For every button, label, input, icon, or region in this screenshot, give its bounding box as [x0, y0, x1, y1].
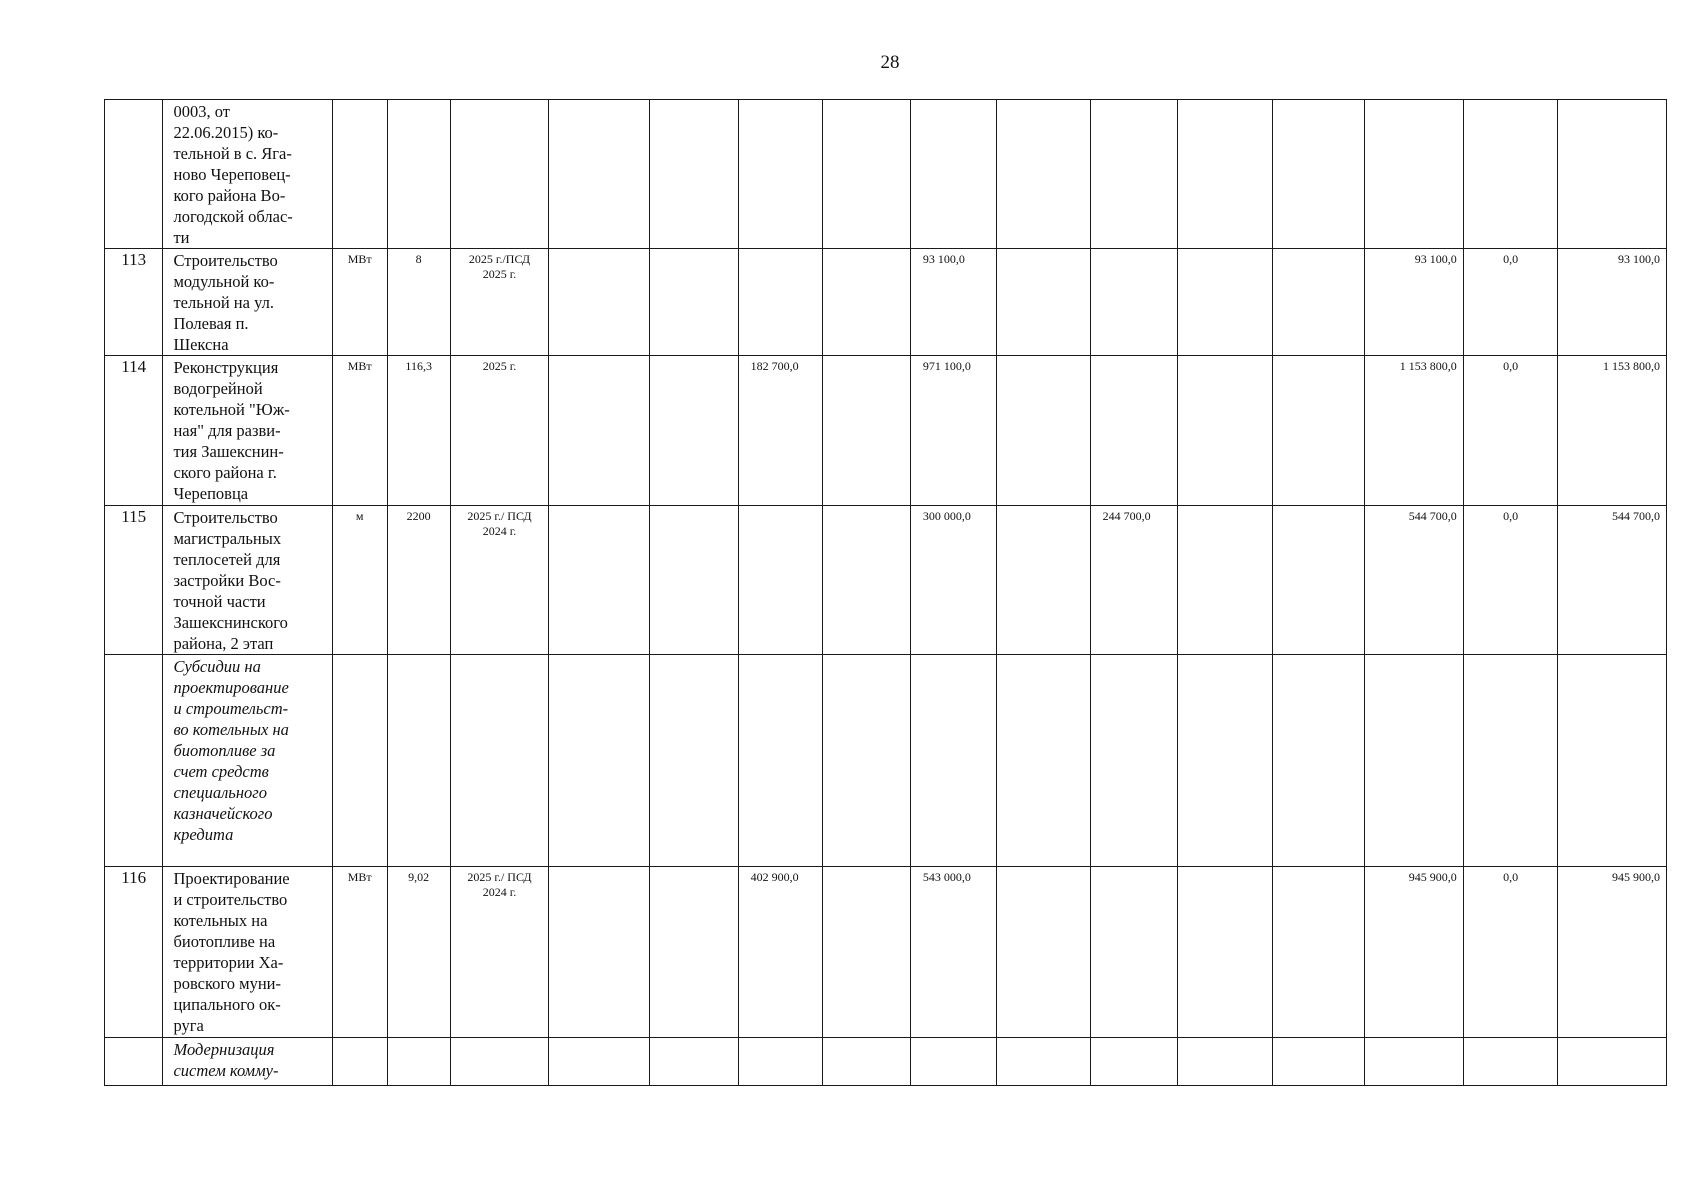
total-cell: 544 700,0 — [1364, 506, 1463, 655]
capacity-cell: 9,02 — [387, 867, 450, 1038]
empty-cell — [549, 356, 650, 506]
amount-cell — [738, 249, 822, 356]
empty-cell — [1177, 506, 1273, 655]
investment-table — [104, 99, 1667, 1086]
page-number: 28 — [880, 52, 900, 73]
object-name: Строительство магистральных теплосетей для застройки Вос- точной части Зашекснинского района, 2 этап — [163, 506, 332, 655]
empty-cell — [997, 100, 1091, 249]
total-cell: 1 153 800,0 — [1558, 356, 1667, 506]
capacity-cell: 116,3 — [387, 356, 450, 506]
empty-cell — [997, 506, 1091, 655]
empty-cell — [997, 1038, 1091, 1086]
table-row — [105, 655, 1667, 867]
empty-cell — [1273, 249, 1364, 356]
amount-cell: 543 000,0 — [910, 867, 996, 1038]
amount-cell — [738, 506, 822, 655]
term-cell: 2025 г./ ПСД 2024 г. — [450, 506, 549, 655]
amount-cell — [1090, 356, 1177, 506]
amount-cell: 300 000,0 — [910, 506, 996, 655]
unit-cell: МВт — [332, 356, 387, 506]
object-name: Проектирование и строительство котельных на биотопливе на территории Ха- ровского муни- ципального ок- руга — [163, 867, 332, 1038]
unit-cell — [332, 100, 387, 249]
table-row — [105, 249, 1667, 356]
empty-cell — [822, 249, 910, 356]
amount-cell: 402 900,0 — [738, 867, 822, 1038]
total-cell: 93 100,0 — [1364, 249, 1463, 356]
empty-cell — [549, 867, 650, 1038]
row-number — [105, 1038, 163, 1086]
empty-cell — [822, 506, 910, 655]
total-cell: 1 153 800,0 — [1364, 356, 1463, 506]
amount-cell: 971 100,0 — [910, 356, 996, 506]
amount-cell — [738, 1038, 822, 1086]
amount-cell — [1090, 100, 1177, 249]
empty-cell — [650, 867, 738, 1038]
amount-cell — [910, 655, 996, 867]
total-cell: 93 100,0 — [1558, 249, 1667, 356]
object-name: 0003, от 22.06.2015) ко- тельной в с. Яга- ново Череповец- кого района Во- логодской облас- ти — [163, 100, 332, 249]
empty-cell — [822, 655, 910, 867]
amount-cell — [738, 100, 822, 249]
section-heading: Субсидии на проектирование и строительст- во котельных на биотопливе за счет средств специального казначейского кредита — [163, 655, 332, 867]
empty-cell — [549, 506, 650, 655]
empty-cell — [549, 1038, 650, 1086]
amount-cell: 182 700,0 — [738, 356, 822, 506]
empty-cell — [822, 356, 910, 506]
capacity-cell — [387, 100, 450, 249]
empty-cell — [650, 1038, 738, 1086]
capacity-cell: 2200 — [387, 506, 450, 655]
unit-cell — [332, 655, 387, 867]
empty-cell — [1177, 655, 1273, 867]
total-cell: 945 900,0 — [1558, 867, 1667, 1038]
empty-cell — [997, 655, 1091, 867]
term-cell — [450, 655, 549, 867]
empty-cell — [1273, 356, 1364, 506]
empty-cell — [1177, 100, 1273, 249]
empty-cell — [549, 249, 650, 356]
empty-cell — [1177, 867, 1273, 1038]
empty-cell — [997, 249, 1091, 356]
empty-cell — [822, 1038, 910, 1086]
capacity-cell: 8 — [387, 249, 450, 356]
empty-cell — [997, 356, 1091, 506]
total-cell — [1558, 100, 1667, 249]
empty-cell — [1177, 356, 1273, 506]
zero-cell — [1463, 1038, 1558, 1086]
term-cell: 2025 г./ ПСД 2024 г. — [450, 867, 549, 1038]
empty-cell — [1273, 867, 1364, 1038]
empty-cell — [650, 249, 738, 356]
amount-cell — [1090, 655, 1177, 867]
empty-cell — [549, 100, 650, 249]
zero-cell — [1463, 100, 1558, 249]
object-name: Реконструкция водогрейной котельной "Юж- ная" для разви- тия Зашекснин- ского района г. Череповца — [163, 356, 332, 506]
amount-cell — [1090, 249, 1177, 356]
unit-cell — [332, 1038, 387, 1086]
table-row — [105, 356, 1667, 506]
empty-cell — [650, 655, 738, 867]
row-number: 116 — [105, 867, 163, 1038]
term-cell: 2025 г./ПСД 2025 г. — [450, 249, 549, 356]
total-cell — [1364, 100, 1463, 249]
empty-cell — [1177, 1038, 1273, 1086]
term-cell: 2025 г. — [450, 356, 549, 506]
capacity-cell — [387, 1038, 450, 1086]
unit-cell: МВт — [332, 867, 387, 1038]
amount-cell — [738, 655, 822, 867]
total-cell: 945 900,0 — [1364, 867, 1463, 1038]
amount-cell — [910, 100, 996, 249]
empty-cell — [650, 356, 738, 506]
unit-cell: МВт — [332, 249, 387, 356]
empty-cell — [549, 655, 650, 867]
empty-cell — [1177, 249, 1273, 356]
amount-cell — [910, 1038, 996, 1086]
empty-cell — [650, 506, 738, 655]
empty-cell — [1273, 506, 1364, 655]
zero-cell: 0,0 — [1463, 506, 1558, 655]
zero-cell — [1463, 655, 1558, 867]
table-row — [105, 867, 1667, 1038]
section-heading: Модернизация систем комму- — [163, 1038, 332, 1086]
row-number — [105, 655, 163, 867]
amount-cell: 244 700,0 — [1090, 506, 1177, 655]
table-row — [105, 506, 1667, 655]
capacity-cell — [387, 655, 450, 867]
empty-cell — [1273, 100, 1364, 249]
row-number: 114 — [105, 356, 163, 506]
table-row — [105, 1038, 1667, 1086]
empty-cell — [650, 100, 738, 249]
empty-cell — [1273, 655, 1364, 867]
empty-cell — [997, 867, 1091, 1038]
total-cell — [1364, 655, 1463, 867]
zero-cell: 0,0 — [1463, 249, 1558, 356]
term-cell — [450, 1038, 549, 1086]
total-cell — [1558, 655, 1667, 867]
row-number: 113 — [105, 249, 163, 356]
total-cell — [1364, 1038, 1463, 1086]
zero-cell: 0,0 — [1463, 356, 1558, 506]
table-row — [105, 100, 1667, 249]
row-number — [105, 100, 163, 249]
amount-cell — [1090, 1038, 1177, 1086]
total-cell: 544 700,0 — [1558, 506, 1667, 655]
amount-cell — [1090, 867, 1177, 1038]
unit-cell: м — [332, 506, 387, 655]
empty-cell — [822, 100, 910, 249]
term-cell — [450, 100, 549, 249]
empty-cell — [822, 867, 910, 1038]
row-number: 115 — [105, 506, 163, 655]
object-name: Строительство модульной ко- тельной на ул. Полевая п. Шексна — [163, 249, 332, 356]
empty-cell — [1273, 1038, 1364, 1086]
total-cell — [1558, 1038, 1667, 1086]
amount-cell: 93 100,0 — [910, 249, 996, 356]
zero-cell: 0,0 — [1463, 867, 1558, 1038]
